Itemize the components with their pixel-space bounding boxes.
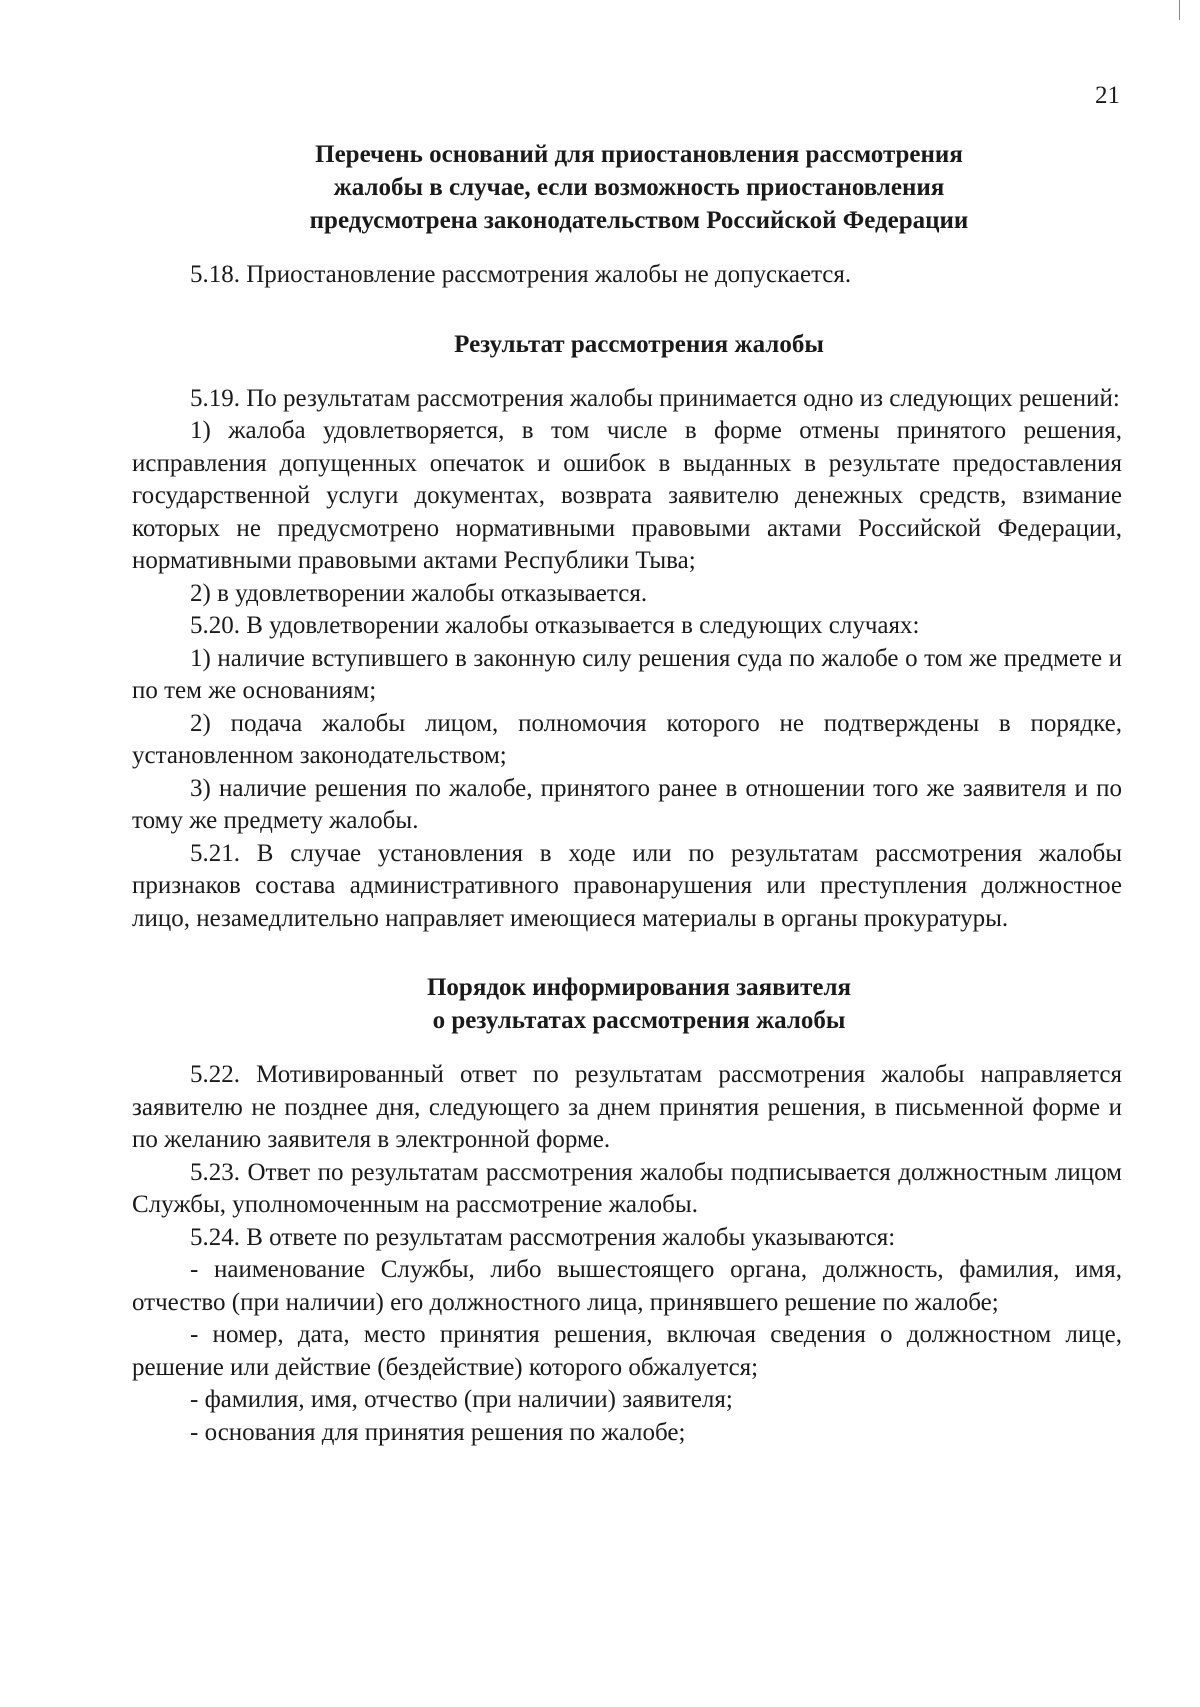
paragraph-5-20-item-1: 1) наличие вступившего в законную силу решения суда по жалобе о том же предмете и по тем же основаниям;: [132, 644, 1122, 704]
heading-line: жалобы в случае, если возможность приостановления: [333, 174, 945, 201]
paragraph-5-24: 5.24. В ответе по результатам рассмотрения жалобы указываются:: [190, 1223, 896, 1251]
heading-line: Порядок информирования заявителя: [426, 974, 851, 1001]
paragraph-5-19-item-2: 2) в удовлетворении жалобы отказывается.: [190, 579, 648, 607]
paragraph-5-22: 5.22. Мотивированный ответ по результатам рассмотрения жалобы направляется заявителю не позднее дня, следующего за днем принятия решения, в письменной форме и по желанию заявителя в электронной форме.: [132, 1061, 1122, 1153]
paragraph-5-20-item-2: 2) подача жалобы лицом, полномочия которого не подтверждены в порядке, установленном законодательством;: [132, 709, 1122, 769]
page-number: 21: [1095, 82, 1120, 109]
paragraph-5-24-item-c: - фамилия, имя, отчество (при наличии) заявителя;: [190, 1386, 733, 1413]
heading-suspension: [132, 138, 1122, 237]
heading-line: Перечень оснований для приостановления рассмотрения: [315, 141, 963, 168]
paragraph-5-18: 5.18. Приостановление рассмотрения жалобы не допускается.: [190, 261, 852, 288]
paragraph-5-23: 5.23. Ответ по результатам рассмотрения жалобы подписывается должностным лицом Службы, уполномоченным на рассмотрение жалобы.: [132, 1158, 1122, 1218]
heading-line: предусмотрена законодательством Российской Федерации: [309, 207, 969, 234]
paragraph-5-20: 5.20. В удовлетворении жалобы отказывается в следующих случаях:: [190, 612, 920, 639]
paragraph-5-21: 5.21. В случае установления в ходе или по результатам рассмотрения жалобы признаков состава административного правонарушения или преступления должностное лицо, незамедлительно направляет имеющиеся материалы в органы прокуратуры.: [132, 839, 1122, 932]
document-body: [132, 138, 1122, 1449]
paragraph-5-19-item-1: 1) жалоба удовлетворяется, в том числе в форме отмены принятого решения, исправления допущенных опечаток и ошибок в выданных в результате предоставления государственной услуги документах, возврата заявителю денежных средств, взимание которых не предусмотрено нормативными правовыми актами Российской Федерации, нормативными правовыми актами Республики Тыва;: [132, 417, 1122, 574]
paragraph-5-20-item-3: 3) наличие решения по жалобе, принятого ранее в отношении того же заявителя и по тому же предмету жалобы.: [132, 774, 1122, 834]
heading-result: [132, 328, 1122, 361]
heading-line: Результат рассмотрения жалобы: [454, 330, 824, 358]
scan-edge-mark: [1179, 0, 1180, 20]
heading-informing: [132, 971, 1122, 1037]
paragraph-5-24-item-b: - номер, дата, место принятия решения, включая сведения о должностном лице, решение или действие (бездействие) которого обжалуется;: [132, 1321, 1122, 1381]
paragraph-5-24-item-a: - наименование Службы, либо вышестоящего органа, должность, фамилия, имя, отчество (при наличии) его должностного лица, принявшего решение по жалобе;: [132, 1256, 1122, 1316]
heading-line: о результатах рассмотрения жалобы: [432, 1007, 846, 1034]
paragraph-5-19: 5.19. По результатам рассмотрения жалобы принимается одно из следующих решений:: [190, 384, 1120, 412]
paragraph-5-24-item-d: - основания для принятия решения по жалобе;: [190, 1418, 686, 1446]
